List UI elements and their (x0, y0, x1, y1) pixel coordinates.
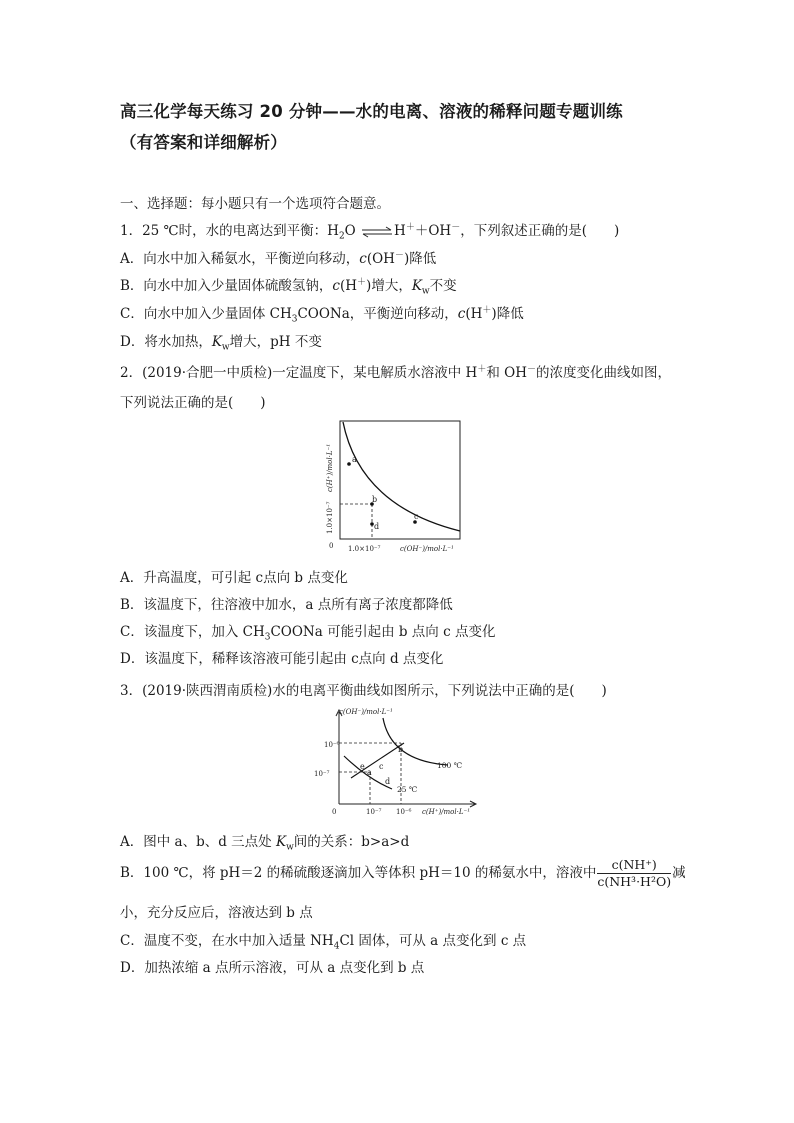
text: c (359, 251, 367, 267)
text: COONa 可能引起由 b 点向 c 点变化 (270, 624, 496, 640)
text: 的浓度变化曲线如图， (536, 365, 672, 381)
q3-x-tick-2: 10⁻⁶ (396, 808, 412, 816)
text: A．向水中加入稀氨水，平衡逆向移动， (120, 251, 360, 267)
q3-y-label: c(OH⁻)/mol·L⁻¹ (339, 708, 393, 716)
sup-minus: － (394, 250, 404, 261)
q2-origin: 0 (329, 542, 334, 550)
q2-stem-line-1 (120, 361, 671, 381)
q3-label-b: b (398, 745, 404, 754)
q3-y-tick-2: 10⁻⁷ (314, 770, 330, 778)
q3-diagonal (351, 743, 404, 778)
q2-label-c: c (414, 512, 419, 521)
text: (H (339, 278, 358, 294)
text: 3 (291, 314, 298, 325)
text: C．向水中加入少量固体 CH (120, 306, 292, 322)
text: C．温度不变，在水中加入适量 NH (120, 933, 334, 949)
q1-option-a (120, 247, 436, 267)
text: B．向水中加入少量固体硫酸氢钠， (120, 278, 333, 294)
text: K (275, 834, 287, 850)
page-title (120, 96, 700, 158)
section-heading: 一、选择题：每小题只有一个选项符合题意。 (120, 196, 390, 212)
text: c (332, 278, 340, 294)
text: B．100 ℃，将 pH＝2 的稀硫酸逐滴加入等体积 pH＝10 的稀氨水中，溶液中 (120, 865, 597, 881)
sup-plus: ＋ (477, 364, 487, 375)
q1-stem (120, 219, 619, 242)
title-line-1: 高三化学每天练习 20 分钟——水的电离、溶液的稀释问题专题训练 (120, 102, 623, 121)
text: C．该温度下，加入 CH (120, 624, 265, 640)
text: 减 (672, 865, 686, 881)
q3-label-c: c (379, 762, 384, 771)
equilibrium-arrow-icon (360, 226, 394, 238)
q2-stem-line-2: 下列说法正确的是( ) (120, 395, 266, 411)
q3-origin: 0 (332, 808, 337, 816)
text: w (421, 286, 430, 297)
q3-x-label: c(H⁺)/mol·L⁻¹ (422, 808, 471, 816)
q1-sub-2: 2 (338, 231, 345, 242)
text: COONa，平衡逆向移动， (297, 306, 458, 322)
text: 间的关系：b>a>d (293, 834, 410, 850)
text: 不变 (429, 278, 457, 294)
q2-y-label: c(H⁺)/mol·L⁻¹ (326, 443, 334, 492)
sup-plus: ＋ (482, 305, 492, 316)
text: 和 OH (486, 365, 527, 381)
q2-x-tick: 1.0×10⁻⁷ (348, 545, 381, 553)
text: w (221, 342, 230, 353)
text: A．图中 a、b、d 三点处 (120, 834, 276, 850)
text: w (286, 842, 294, 853)
q1-option-b (120, 274, 457, 297)
q1-stem-d: ＋OH (414, 223, 452, 239)
q2-plot-frame (340, 421, 460, 539)
q1-stem-c: H (394, 223, 406, 239)
text: c (457, 306, 466, 322)
sup-plus: ＋ (357, 277, 367, 288)
q1-stem-b: O (344, 223, 356, 239)
text: 增大，pH 不变 (229, 334, 322, 350)
q3-option-a (120, 830, 409, 853)
text: Cl 固体，可从 a 点变化到 c 点 (339, 933, 527, 949)
q2-point-a (347, 462, 351, 466)
q3-curve-100c (383, 718, 448, 765)
q3-option-b-line-1 (120, 856, 686, 890)
q3-label-e: e (360, 762, 365, 771)
q2-option-c (120, 620, 495, 643)
text: )增大， (366, 278, 412, 294)
q1-option-d (120, 330, 322, 353)
text: 2．(2019·合肥一中质检)一定温度下，某电解质水溶液中 H (120, 365, 478, 381)
text: 3 (264, 632, 271, 643)
q3-curve-label-100c: 100 ℃ (437, 761, 463, 770)
q2-option-d: D．该温度下，稀释该溶液可能引起由 c点向 d 点变化 (120, 651, 444, 667)
q3-figure (312, 706, 482, 820)
q2-label-a: a (352, 455, 357, 464)
sup-minus: － (451, 222, 461, 233)
q2-x-label: c(OH⁻)/mol·L⁻¹ (400, 545, 454, 553)
text: (H (465, 306, 483, 322)
text: K (411, 278, 422, 294)
q3-option-c (120, 929, 526, 952)
fraction-numerator: c(NH⁺) (597, 857, 671, 874)
sup-plus: ＋ (405, 222, 415, 233)
q2-label-d: d (374, 522, 380, 531)
q3-x-tick-1: 10⁻⁷ (366, 808, 382, 816)
q3-fraction (597, 857, 671, 890)
q3-option-b-line-2: 小，充分反应后，溶液达到 b 点 (120, 905, 313, 921)
q2-option-a: A．升高温度，可引起 c点向 b 点变化 (120, 570, 348, 586)
q2-figure (312, 418, 472, 558)
text: 4 (333, 941, 340, 952)
title-line-2: （有答案和详细解析） (120, 133, 287, 152)
q3-label-a: a (367, 768, 372, 777)
fraction-denominator: c(NH³·H²O) (597, 874, 672, 889)
q3-curve-label-25c: 25 ℃ (397, 785, 418, 794)
q1-option-c (120, 302, 524, 325)
text: K (211, 334, 222, 350)
q3-stem: 3．(2019·陕西渭南质检)水的电离平衡曲线如图所示，下列说法中正确的是( ) (120, 683, 607, 699)
q2-label-b: b (372, 495, 378, 504)
q3-option-d: D．加热浓缩 a 点所示溶液，可从 a 点变化到 b 点 (120, 960, 425, 976)
q1-stem-a: 1．25 ℃时，水的电离达到平衡：H (120, 223, 339, 239)
q2-option-b: B．该温度下，往溶液中加水，a 点所有离子浓度都降低 (120, 597, 453, 613)
q2-curve (343, 422, 460, 531)
text: )降低 (491, 306, 524, 322)
text: )降低 (403, 251, 437, 267)
q3-y-tick-1: 10⁻⁶ (324, 741, 340, 749)
q1-stem-e: ，下列叙述正确的是( ) (460, 223, 620, 239)
sup-minus: － (527, 364, 537, 375)
text: D．将水加热， (120, 334, 212, 350)
q3-label-d: d (385, 777, 391, 786)
text: (OH (366, 251, 395, 267)
q2-y-tick: 1.0×10⁻⁷ (326, 501, 334, 534)
